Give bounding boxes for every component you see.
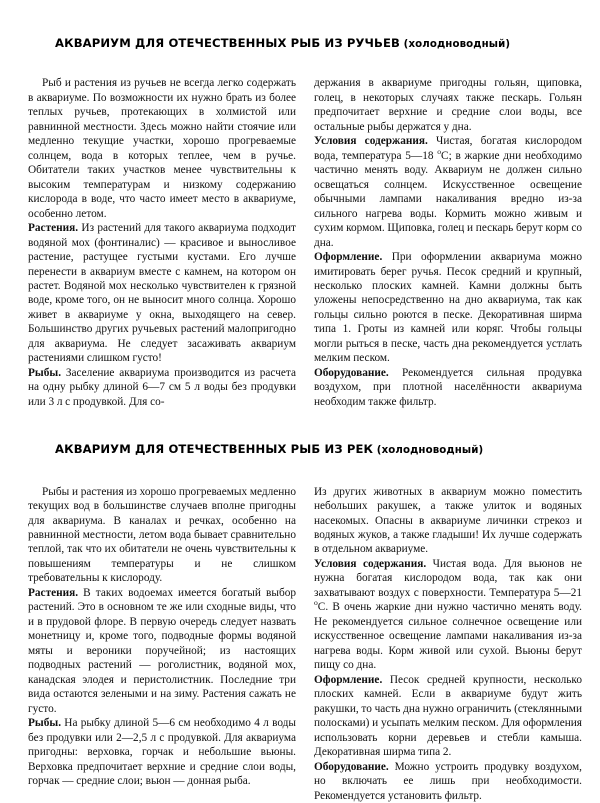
paragraph-decoration <box>314 250 582 366</box>
section-heading-streams-main: АКВАРИУМ ДЛЯ ОТЕЧЕСТВЕННЫХ РЫБ ИЗ РУЧЬЕВ <box>55 36 400 50</box>
paragraph-intro: Рыб и растения из ручьев не всегда легко содержать в аквариуме. По возможности их нужно брать из более теплых ручьев, протекающих в холмистой или равнинной местности. Здесь можно найти стоячие или медленно текущие участки, хорошо прогреваемые солнцем, вода в которых теплее, чем в ручье. Обитатели таких участков менее чувствительны к высоким температурам и низкому содержанию кислорода в воде, что часто имеет место в аквариуме, особенно летом. <box>28 77 296 220</box>
paragraph-plants <box>28 221 296 366</box>
paragraph-other-animals: Из других животных в аквариум можно поместить небольших ракушек, а также улиток и водяных насекомых. Опасны в аквариуме личинки стрекоз и водяных жуков, а также гладыши! Их лучше содержать в отдельном аквариуме. <box>314 485 582 556</box>
paragraph-plants-label: Растения. <box>28 222 79 235</box>
paragraph-conditions-label: Условия содержания. <box>314 557 427 570</box>
paragraph-conditions-text-before-degree: Чистая, богатая кислородом вода, температура 5—18 <box>314 135 582 162</box>
section-streams <box>28 36 583 409</box>
paragraph-equipment-text: Можно устроить продувку воздухом, но включать ее лишь при необходимости. Рекомендуется установить фильтр. <box>314 760 582 802</box>
paragraph-intro: Рыбы и растения из хорошо прогреваемых медленно текущих вод в большинстве случаев вполне пригодны для аквариума. В каналах и речках, особенно на равнинной местности, летом вода бывает сравнительно теплой, так что их обитатели не очень чувствительны к повышениям температуры и не слишком требовательны к кислороду. <box>28 485 296 585</box>
section-heading-streams-paren: (холодноводный) <box>400 39 511 50</box>
degree-symbol: o <box>314 598 318 608</box>
section-heading-rivers <box>28 444 572 456</box>
paragraph-plants <box>28 586 296 716</box>
paragraph-fish-label: Рыбы. <box>28 717 62 730</box>
section-rivers-columns <box>28 485 582 803</box>
paragraph-equipment-label: Оборудование. <box>314 760 389 773</box>
paragraph-decoration-label: Оформление. <box>314 251 383 264</box>
paragraph-conditions-text-after-degree: С; в жаркие дни необходимо частично менять воду. Аквариум не должен сильно освещаться солнцем. Искусственное освещение обычными лампами накаливания вредно из-за сильного нагрева воды. Кормить можно живым и сухим кормом. Щиповка, голец и пескарь берут корм со дна. <box>314 149 583 249</box>
section-streams-columns <box>28 76 583 409</box>
section-heading-rivers-paren: (холодноводный) <box>373 445 484 457</box>
section-rivers <box>28 442 582 803</box>
paragraph-fish-label: Рыбы. <box>28 366 62 379</box>
section-rivers-right-column <box>314 485 582 803</box>
paragraph-plants-text: В таких водоемах имеется богатый выбор растений. Это в основном те же или сходные виды, что и в прудовой флоре. В первую очередь следует назвать монетницу и, кроме того, подводные формы водяной мяты и вероники поручейной; из настоящих подводных растений — роголистник, водяной мох, канадская элодея и перистолистник. Последние три вида остаются зелеными и на зиму. Растения сажать не густо. <box>28 586 296 715</box>
paragraph-equipment <box>314 366 582 409</box>
degree-symbol: o <box>437 146 442 156</box>
paragraph-decoration-text: При оформлении аквариума можно имитировать берег ручья. Песок средний и крупный, несколько плоских камней. Камни должны быть уложены непосредственно на дно аквариума, так как гольцы сильно роются в песке. Декоративная ширма типа 1. Гроты из камней или коряг. Чтобы гольцы могли рыться в песке, часть дна рекомендуется устлать мелким песком. <box>314 251 582 365</box>
paragraph-conditions-text-before-degree: Чистая вода. Для вьюнов не нужна богатая кислородом вода, так как они захватывают воздух с поверхности. Температура 5—21 <box>314 557 582 599</box>
section-heading-rivers-main: АКВАРИУМ ДЛЯ ОТЕЧЕСТВЕННЫХ РЫБ ИЗ РЕК <box>55 442 374 457</box>
paragraph-equipment-text: Рекомендуется сильная продувка воздухом, при плотной населённости аквариума необходим также фильтр. <box>314 366 582 408</box>
paragraph-equipment <box>314 760 582 803</box>
paragraph-fish <box>28 366 296 409</box>
section-streams-left-column <box>28 76 296 409</box>
paragraph-fish-text: Заселение аквариума производится из расчета на одну рыбку длиной 6—7 см 5 л воды без продувки или 3 л с продувкой. Для со- <box>28 366 296 408</box>
paragraph-conditions-label: Условия содержания. <box>314 135 428 148</box>
paragraph-decoration-label: Оформление. <box>314 673 383 686</box>
paragraph-equipment-label: Оборудование. <box>314 366 389 379</box>
paragraph-plants-text: Из растений для такого аквариума подходит водяной мох (фонтиналис) — красивое и выносливое растение, растущее густыми кустами. Его лучше перенести в аквариум вместе с камнем, на котором он растет. Водяной мох несколько чувствителен к грязной воде, кроме того, он не выносит много солнца. Хорошо живет в аквариуме у окна, выходящего на север. Большинство других ручьевых растений малопригодно для аквариума. Не следует засаживать аквариум растениями слишком густо! <box>28 222 296 365</box>
paragraph-decoration-text: Песок средней крупности, несколько плоских камней. Если в аквариуме будут жить ракушки, то часть дна нужно ограничить (стеклянными полосками) и усыпать мелким песком. Для оформления использовать корни деревьев и стебли камыша. Декоративная ширма типа 2. <box>314 673 582 759</box>
paragraph-fish <box>28 716 296 788</box>
paragraph-plants-label: Растения. <box>28 586 79 599</box>
paragraph-conditions-text-after-degree: С. В очень жаркие дни нужно частично менять воду. Не рекомендуется сильное солнечное освещение или искусственное освещение лампами накаливания из-за нагрева воды. Корм живой или сухой. Вьюны берут пищу со дна. <box>314 601 582 672</box>
paragraph-decoration <box>314 673 582 760</box>
paragraph-conditions <box>314 557 582 673</box>
section-streams-right-column <box>314 76 582 409</box>
section-rivers-left-column <box>28 485 296 789</box>
section-heading-streams <box>28 38 572 50</box>
paragraph-fish-text: На рыбку длиной 5—6 см необходимо 4 л воды без продувки или 2—2,5 л с продувкой. Для аквариума пригодны: верховка, горчак и небольшие вьюны. Верховка предпочитает верхние и средние слои воды, горчак — средние слои; вьюн — донная рыба. <box>28 717 296 788</box>
paragraph-conditions <box>314 134 582 250</box>
paragraph-fish-continued: держания в аквариуме пригодны гольян, щиповка, голец, в некоторых случаях также пескарь. Гольян предпочитает верхние и средние слои воды, все остальные рыбы держатся у дна. <box>314 77 582 133</box>
